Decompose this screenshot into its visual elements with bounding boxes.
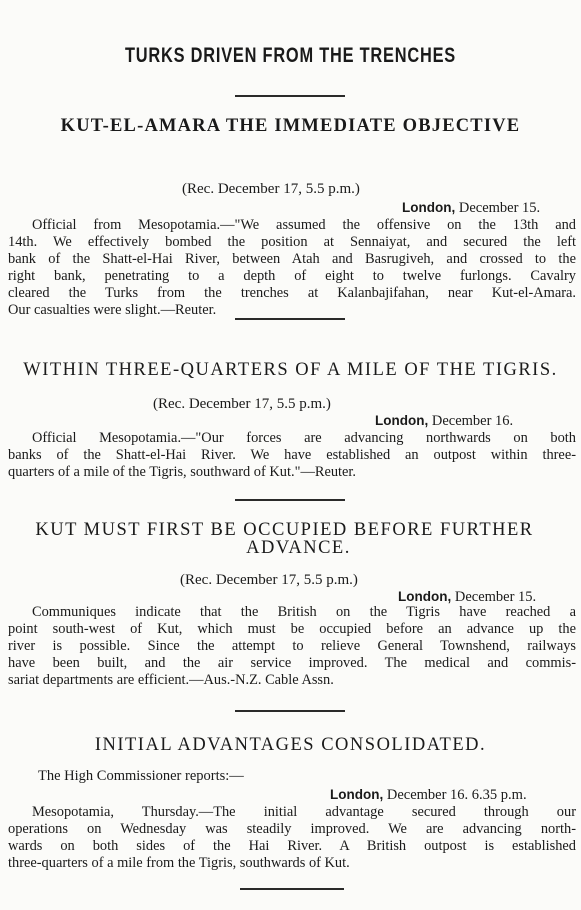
article-1-line: bank of the Shatt-el-Hai River, between Atah and Basrugiveh, and crossed to the — [8, 251, 576, 267]
article-4-dateline — [330, 787, 527, 804]
article-1-heading: KUT-EL-AMARA THE IMMEDIATE OBJECTIVE — [60, 116, 521, 136]
article-2-line: quarters of a mile of the Tigris, southward of Kut."—Reuter. — [8, 464, 357, 480]
article-4-date: December 16. 6.35 p.m. — [386, 787, 527, 803]
article-4-line: wards on both sides of the Hai River. A British outpost is established — [8, 838, 576, 854]
article-1-place: London, — [402, 200, 456, 215]
article-3-line: river is possible. Since the attempt to relieve General Townshend, railways — [8, 638, 576, 654]
article-4-intro: The High Commissioner reports:— — [38, 768, 244, 784]
article-2-dateline — [375, 413, 513, 430]
article-1-line: right bank, penetrating to a depth of eight to twelve furlongs. Cavalry — [8, 268, 576, 284]
article-2-body — [8, 430, 576, 481]
main-headline: TURKS DRIVEN FROM THE TRENCHES — [124, 44, 456, 67]
article-3-heading: KUT MUST FIRST BE OCCUPIED BEFORE FURTHER — [35, 520, 534, 540]
article-3-line: sariat departments are efficient.—Aus.-N.Z. Cable Assn. — [8, 672, 334, 688]
article-1-line: cleared the Turks from the trenches at Kalanbajifahan, near Kut-el-Amara. — [8, 285, 576, 301]
article-1-dateline — [402, 200, 540, 217]
article-2-date: December 16. — [431, 413, 514, 429]
article-3-line: point south-west of Kut, which must be occupied before an advance up the — [8, 621, 576, 637]
article-3-date: December 15. — [454, 589, 537, 605]
article-4-body — [8, 804, 576, 872]
article-2-heading: WITHIN THREE-QUARTERS OF A MILE OF THE TIGRIS. — [23, 360, 558, 380]
article-1-line: Official from Mesopotamia.—"We assumed the offensive on the 13th and — [32, 217, 576, 233]
article-4-line: operations on Wednesday was steadily improved. We are advancing north- — [8, 821, 576, 837]
article-4-line: Mesopotamia, Thursday.—The initial advantage secured through our — [32, 804, 576, 820]
article-3-heading-cont: ADVANCE. — [246, 538, 351, 558]
article-1-line: Our casualties were slight.—Reuter. — [8, 302, 217, 318]
article-3-line: have been built, and the air service improved. The medical and commis- — [8, 655, 576, 671]
divider-rule — [235, 318, 345, 320]
article-1-body — [8, 217, 576, 319]
article-4-line: three-quarters of a mile from the Tigris, southwards of Kut. — [8, 855, 350, 871]
article-1-received: (Rec. December 17, 5.5 p.m.) — [182, 181, 360, 197]
article-3-line: Communiques indicate that the British on the Tigris have reached a — [32, 604, 576, 620]
article-2-line: banks of the Shatt-el-Hai River. We have established an outpost within three- — [8, 447, 576, 463]
article-3-body — [8, 604, 576, 689]
divider-rule — [235, 95, 345, 97]
divider-rule — [240, 888, 344, 890]
divider-rule — [235, 710, 345, 712]
article-2-received: (Rec. December 17, 5.5 p.m.) — [153, 396, 331, 412]
divider-rule — [235, 499, 345, 501]
article-1-line: 14th. We effectively bombed the position at Sennaiyat, and secured the left — [8, 234, 576, 250]
article-1-date: December 15. — [458, 200, 541, 216]
article-4-place: London, — [330, 787, 384, 802]
article-2-line: Official Mesopotamia.—"Our forces are advancing northwards on both — [32, 430, 576, 446]
article-4-heading: INITIAL ADVANTAGES CONSOLIDATED. — [94, 735, 487, 755]
article-3-received: (Rec. December 17, 5.5 p.m.) — [180, 572, 358, 588]
article-2-place: London, — [375, 413, 429, 428]
article-3-place: London, — [398, 589, 452, 604]
